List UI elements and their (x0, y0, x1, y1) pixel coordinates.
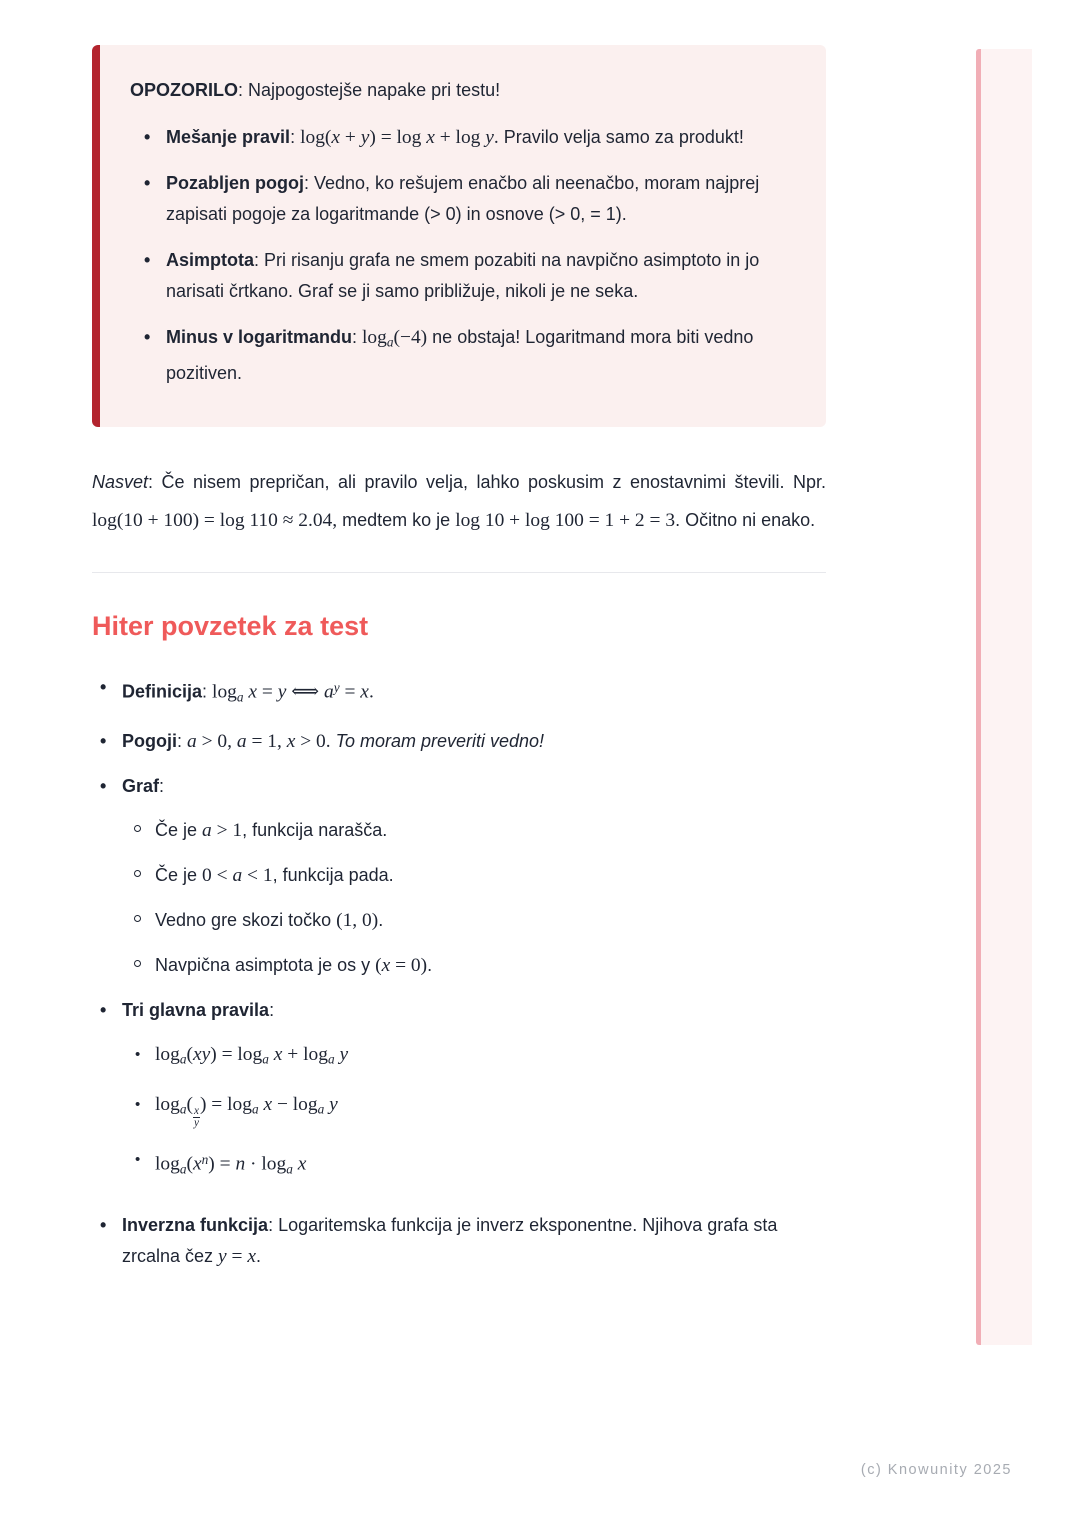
graf-subitem-pada: Če je 0 < a < 1, funkcija pada. (122, 860, 826, 891)
warning-list (130, 122, 796, 389)
page-content-column (92, 45, 826, 1272)
summary-item-pravila-label: Tri glavna pravila: (122, 1000, 275, 1021)
warning-item-asimptota: • Asimptota: Pri risanju grafa ne smem pozabiti na navpično asimptoto in jo narisati črtkano. Graf se ji samo približuje, nikoli je ne seka. (130, 245, 796, 307)
graf-subitem-narasca: Če je a > 1, funkcija narašča. (122, 815, 826, 846)
section-divider (92, 572, 826, 573)
warning-item-minus-v-logaritmandu: • Minus v logaritmandu: $\log_a(-4)$ ne obstaja! Logaritmand mora biti vedno pozitiven. (130, 322, 796, 389)
graf-subitem-asimptota: Navpična asimptota je os y (x = 0). (122, 950, 826, 981)
graf-sublist (122, 815, 826, 981)
summary-item-tri-glavna-pravila (92, 995, 826, 1184)
fraction: $\frac{x}{y}$ (193, 1104, 199, 1130)
warning-item-mesanje-pravil: • Mešanje pravil: log(x + y) = log x + log y. Pravilo velja samo za produkt! (130, 122, 796, 153)
summary-item-inverzna-funkcija: • Inverzna funkcija: Logaritemska funkcija je inverz eksponentne. Njihova grafa sta zrcalna čez y = x. (92, 1210, 826, 1272)
summary-item-graf (92, 771, 826, 981)
pravila-formula-potenca: • $\log_a(x^n) = n \cdot \log_a x$ (122, 1144, 826, 1184)
pravila-formula-produkt: • $\log_a(xy) = \log_a x + \log_a y$ (122, 1039, 826, 1075)
tip-paragraph: Nasvet: Če nisem prepričan, ali pravilo velja, lahko poskusim z enostavnimi števili. Npr. log(10 + 100) = log 110 ≈ 2.04, medtem ko je log 10 + log 100 = 1 + 2 = 3. Očitno ni enako. (92, 471, 826, 531)
warning-title: OPOZORILO: Najpogostejše napake pri testu! (130, 80, 501, 100)
footer-copyright: (c) Knowunity 2025 (860, 1462, 1012, 1478)
pravila-formula-kvocient: • $\log_a$( $\frac{x}{y}$ ) = $\log_a x - \log_a y$ (122, 1089, 826, 1130)
pravila-sublist (122, 1039, 826, 1184)
summary-list (92, 672, 826, 1273)
summary-item-graf-label: Graf: (122, 776, 165, 797)
graf-subitem-tocka: Vedno gre skozi točko (1, 0). (122, 905, 826, 936)
summary-item-pogoji: • Pogoji: a > 0, a = 1, x > 0. To moram preveriti vedno! (92, 726, 826, 757)
summary-item-definicija: • Definicija: $\log_a x = y$ ⟺ $a^y = x$. (92, 672, 826, 712)
side-highlight-strip (976, 49, 1032, 1345)
warning-callout-box (92, 45, 826, 427)
warning-item-pozabljen-pogoj: • Pozabljen pogoj: Vedno, ko rešujem enačbo ali neenačbo, moram najprej zapisati pogoje za logaritmande (> 0) in osnove (> 0, = 1). (130, 168, 796, 230)
summary-heading: Hiter povzetek za test (92, 610, 369, 641)
